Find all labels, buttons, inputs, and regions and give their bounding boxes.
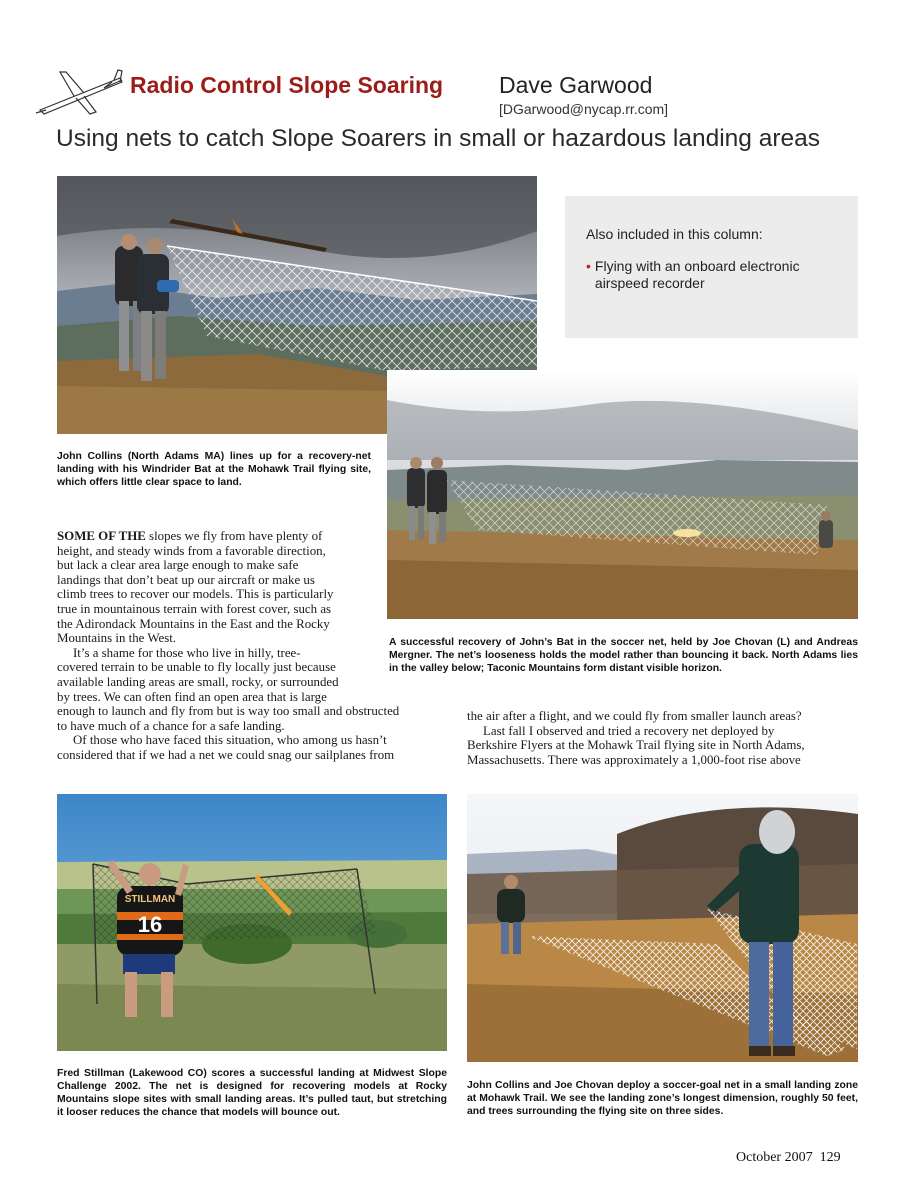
body-line: available landing areas are small, rocky, or surrounded [57,674,339,689]
body-column-1 [57,529,437,763]
body-line: considered that if we had a net we could snag our sailplanes from [57,747,395,762]
sidebar-item-text: Flying with an onboard electronic airspeed recorder [594,258,800,291]
jersey-number: 16 [137,912,163,937]
issue-date: October 2007 [736,1150,813,1165]
body-line: true in mountainous terrain with forest cover, such as [57,601,332,616]
article-headline: Using nets to catch Slope Soarers in small or hazardous landing areas [56,125,820,152]
body-line: Of those who have faced this situation, who among us hasn’t [73,733,387,748]
glider-logo-icon [34,66,126,118]
author-name: Dave Garwood [499,72,653,98]
photo-deploying-net [467,794,858,1062]
jersey-name: STILLMAN [124,894,176,905]
body-line: the air after a flight, and we could fly from smaller launch areas? [467,709,802,723]
page-footer [736,1150,841,1166]
body-line: enough to launch and fly from but is way too small and obstructed [57,704,400,719]
paragraph-2 [57,646,437,734]
body-line: Mountains in the West. [57,631,177,646]
lead-in: SOME OF THE [57,529,146,543]
caption-photo-2: A successful recovery of John’s Bat in the soccer net, held by Joe Chovan (L) and Andreas Mergner. The net’s looseness holds the model rather than bouncing it back. North Adams lies in the valley below; Taconic Mountains form distant visible horizon. [389,637,858,674]
sidebar-item [586,258,838,292]
paragraph-1 [57,529,437,646]
body-line: the Adirondack Mountains in the East and the Rocky [57,616,330,631]
body-line: Last fall I observed and tried a recovery net deployed by [483,723,775,738]
author-email: [DGarwood@nycap.rr.com] [499,101,669,117]
bullet-icon: • [586,258,591,274]
photo-soccer-net-recovery [387,370,858,619]
paragraph-4 [467,724,867,768]
body-line: by trees. We can often find an open area that is large [57,689,327,704]
body-line: height, and steady winds from a favorable direction, [57,543,326,558]
body-line: climb trees to recover our models. This is particularly [57,587,334,602]
body-line: slopes we fly from have plenty of [145,529,323,543]
photo-stillman-landing [57,794,447,1051]
body-line: It’s a shame for those who live in hilly, tree- [73,645,301,660]
body-line: landings that don’t beat up our aircraft or make us [57,572,315,587]
caption-photo-1: John Collins (North Adams MA) lines up for a recovery-net landing with his Windrider Bat at the Mohawk Trail flying site, which offers little clear space to land. [57,451,371,488]
body-line: Massachusetts. There was approximately a 1,000-foot rise above [467,752,801,767]
sidebar-also-included [565,196,858,338]
body-line: to have much of a chance for a safe landing. [57,718,285,733]
paragraph-3-continued [467,709,867,724]
body-column-2 [467,709,867,767]
body-line: covered terrain to be unable to fly locally just because [57,660,336,675]
page-number: 129 [819,1150,841,1165]
body-line: but lack a clear area large enough to make safe [57,558,299,573]
paragraph-3 [57,733,437,762]
caption-photo-4: John Collins and Joe Chovan deploy a soccer-goal net in a small landing zone at Mohawk Trail. We see the landing zone’s longest dimension, roughly 50 feet, and trees surrounding the flying site on three sides. [467,1080,858,1117]
caption-photo-3: Fred Stillman (Lakewood CO) scores a successful landing at Midwest Slope Challenge 2002. The net is designed for recovering models at Rocky Mountains slope sites with small landing areas. It’s pulled taut, but stretching it looser reduces the chance that models will bounce out. [57,1068,447,1118]
body-line: Berkshire Flyers at the Mohawk Trail flying site in North Adams, [467,738,805,753]
sidebar-title: Also included in this column: [586,226,763,242]
column-title: Radio Control Slope Soaring [130,72,444,98]
